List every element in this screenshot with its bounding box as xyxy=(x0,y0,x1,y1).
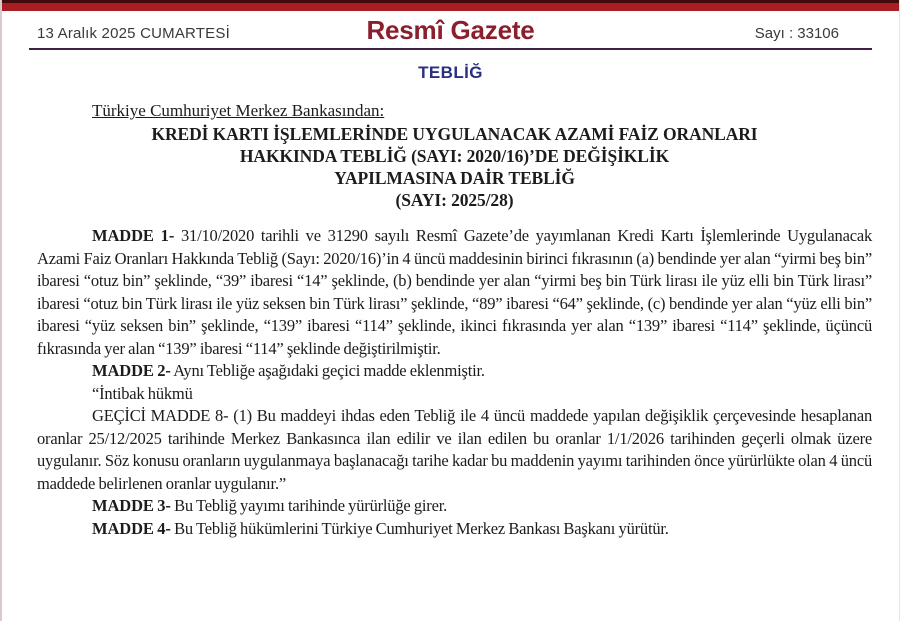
paragraph-text: Aynı Tebliğe aşağıdaki geçici madde eklenmiştir. xyxy=(170,361,485,380)
communique-title xyxy=(37,123,872,211)
issue-number: Sayı : 33106 xyxy=(754,25,839,42)
issuing-authority-text: Türkiye Cumhuriyet Merkez Bankasından: xyxy=(92,101,385,120)
paragraph-lead: MADDE 3- xyxy=(92,496,171,515)
paragraph-text: GEÇİCİ MADDE 8- (1) Bu maddeyi ihdas eden Tebliğ ile 4 üncü maddede yapılan değişiklik çerçevesinde hesaplanan oranlar 25/12/2025 tarihinde Merkez Bankasınca ilan edilir ve ilan edilen bu oranlar 1/1/2026 tarihinden geçerli olmak üzere uygulanır. Söz konusu oranların uygulanmaya başlanacağı tarihe kadar bu maddenin yayımı tarihinden önce yürürlükte olan 4 üncü maddede belirlenen oranlar uygulanır.” xyxy=(37,406,872,493)
paragraph-text: “İntibak hükmü xyxy=(92,383,193,403)
header-rule xyxy=(29,48,872,50)
issue-date: 13 Aralık 2025 CUMARTESİ xyxy=(37,25,230,42)
paragraph-intibak-hukmu xyxy=(37,383,872,406)
paragraph-madde-3 xyxy=(37,495,872,518)
communique-title-line: (SAYI: 2025/28) xyxy=(395,190,514,210)
paragraph-lead: MADDE 2- xyxy=(92,361,171,380)
paragraph-madde-4 xyxy=(37,518,872,541)
paragraph-madde-1 xyxy=(37,225,872,360)
communique-body xyxy=(37,225,872,540)
paragraph-gecici-madde-8 xyxy=(37,405,872,495)
paragraph-lead: MADDE 1- xyxy=(92,226,175,245)
paragraph-text: Bu Tebliğ yayımı tarihinde yürürlüğe girer. xyxy=(170,496,448,515)
communique-title-line: YAPILMASINA DAİR TEBLİĞ xyxy=(334,168,575,188)
communique-title-line: KREDİ KARTI İŞLEMLERİNDE UYGULANACAK AZAMİ FAİZ ORANLARI xyxy=(151,124,758,144)
top-accent-bar xyxy=(2,0,899,11)
issuing-authority-line xyxy=(92,100,872,122)
gazette-header xyxy=(2,11,899,48)
paragraph-madde-2 xyxy=(37,360,872,383)
paragraph-text: Bu Tebliğ hükümlerini Türkiye Cumhuriyet Merkez Bankası Başkanı yürütür. xyxy=(170,518,669,538)
paragraph-lead: MADDE 4- xyxy=(92,518,171,538)
communique-title-line: HAKKINDA TEBLİĞ (SAYI: 2020/16)’DE DEĞİŞİKLİK xyxy=(239,146,670,166)
gazette-title: Resmî Gazete xyxy=(366,15,535,45)
communique-article xyxy=(2,100,899,540)
paragraph-text: 31/10/2020 tarihli ve 31290 sayılı Resmî Gazete’de yayımlanan Kredi Kartı İşlemlerinde Uygulanacak Azami Faiz Oranları Hakkında Tebliğ (Sayı: 2020/16)’in 4 üncü maddesinin birinci fıkrasının (a) bendinde yer alan “yirmi beş bin” ibaresi “otuz bin” şeklinde, “39” ibaresi “14” şeklinde, (b) bendinde yer alan “yirmi beş bin Türk lirası ile yüz elli bin Türk lirası” ibaresi “otuz bin Türk lirası ile yüz seksen bin Türk lirası” şeklinde, “89” ibaresi “64” şeklinde, (c) bendinde yer alan “yüz elli bin” ibaresi “yüz seksen bin” şeklinde, “139” ibaresi “114” şeklinde, ikinci fıkrasında yer alan “139” ibaresi “114” şeklinde, üçüncü fıkrasında yer alan “139” ibaresi “114” şeklinde değiştirilmiştir. xyxy=(37,226,872,358)
section-heading: TEBLİĞ xyxy=(418,63,483,82)
